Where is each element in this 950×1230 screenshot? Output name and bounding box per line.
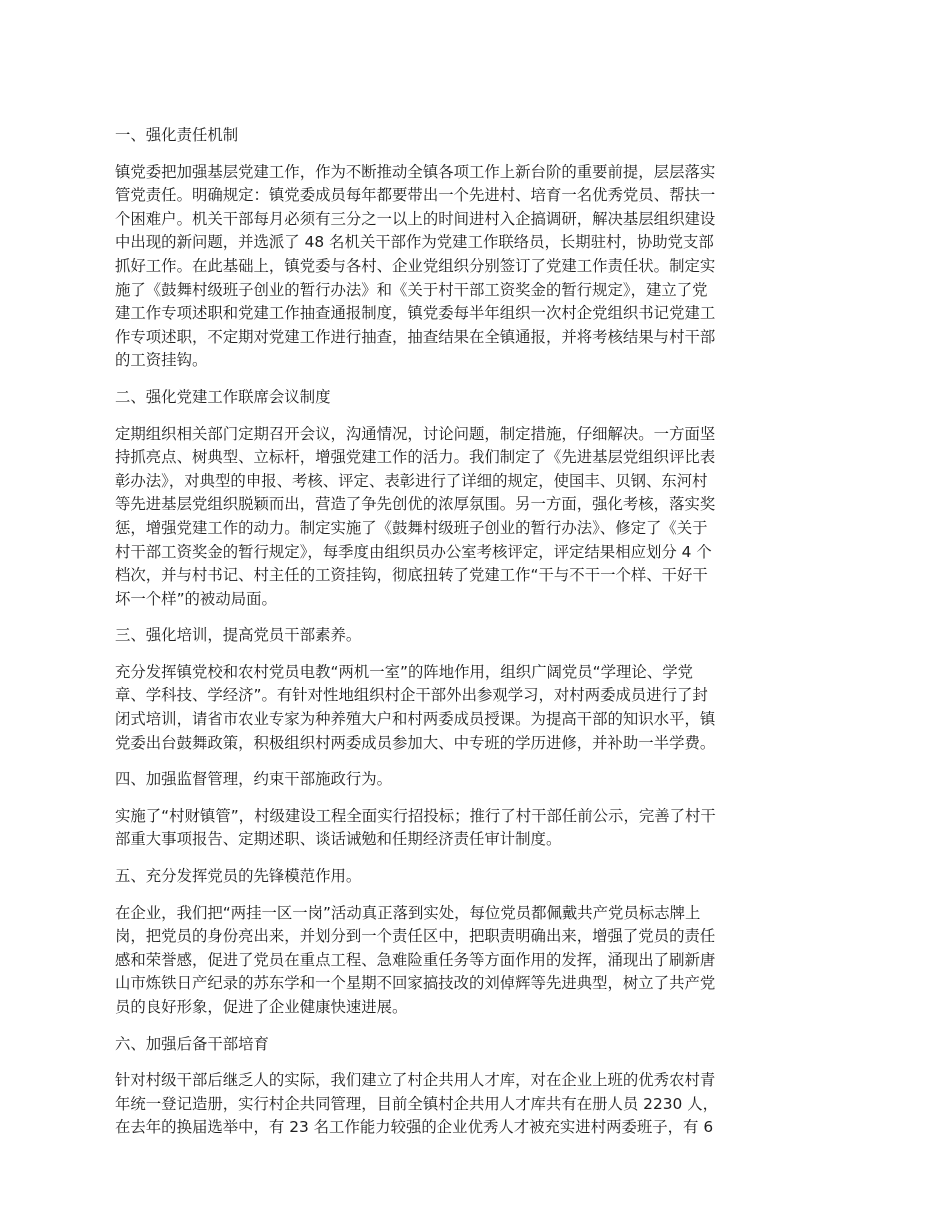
section-paragraph [115, 423, 840, 612]
paragraph-line: 个困难户。机关干部每月必须有三分之一以上的时间进村入企搞调研，解决基层组织建设 [115, 209, 716, 228]
paragraph-line: 部重大事项报告、定期述职、谈话诫勉和任期经济责任审计制度。 [115, 830, 562, 849]
paragraph-line: 定期组织相关部门定期召开会议，沟通情况，讨论问题，制定措施，仔细解决。一方面坚 [115, 424, 716, 443]
paragraph-line: 作专项述职，不定期对党建工作进行抽查，抽查结果在全镇通报，并将考核结果与村干部 [115, 327, 716, 346]
section-paragraph [115, 161, 840, 373]
section-heading: 六、加强后备干部培育 [115, 1034, 269, 1053]
section-joint-meeting [115, 386, 840, 611]
paragraph-line: 实施了“村财镇管”，村级建设工程全面实行招投标；推行了村干部任前公示，完善了村干 [115, 806, 716, 825]
paragraph-line: 闭式培训，请省市农业专家为种养殖大户和村两委成员授课。为提高干部的知识水平，镇 [115, 710, 716, 729]
paragraph-line: 坏一个样”的被动局面。 [115, 589, 277, 608]
paragraph-line: 党委出台鼓舞政策，积极组织村两委成员参加大、中专班的学历进修，并补助一半学费。 [115, 733, 716, 752]
paragraph-line: 抓好工作。在此基础上，镇党委与各村、企业党组织分别签订了党建工作责任状。制定实 [115, 256, 716, 275]
paragraph-line: 建工作专项述职和党建工作抽查通报制度，镇党委每半年组织一次村企党组织书记党建工 [115, 304, 716, 323]
paragraph-line: 章、学科技、学经济”。有针对性地组织村企干部外出参观学习，对村两委成员进行了封 [115, 686, 708, 705]
section-supervision [115, 768, 840, 852]
paragraph-line: 在企业，我们把“两挂一区一岗”活动真正落到实处，每位党员都佩戴共产党员标志牌上 [115, 903, 701, 922]
paragraph-line: 年统一登记造册，实行村企共同管理，目前全镇村企共用人才库共有在册人员 2230 人， [115, 1094, 719, 1113]
paragraph-line: 感和荣誉感，促进了党员在重点工程、急难险重任务等方面作用的发挥，涌现出了刷新唐 [115, 950, 716, 969]
section-paragraph [115, 1069, 840, 1140]
section-heading: 四、加强监督管理，约束干部施政行为。 [115, 770, 393, 789]
paragraph-line: 镇党委把加强基层党建工作，作为不断推动全镇各项工作上新台阶的重要前提，层层落实 [115, 162, 716, 181]
section-training [115, 624, 840, 755]
section-reserve-cadres [115, 1033, 840, 1140]
section-heading: 一、强化责任机制 [115, 126, 239, 144]
paragraph-line: 山市炼铁日产纪录的苏东学和一个星期不回家搞技改的刘倬辉等先进典型，树立了共产党 [115, 974, 716, 993]
section-responsibility [115, 124, 840, 373]
paragraph-line: 等先进基层党组织脱颖而出，营造了争先创优的浓厚氛围。另一方面，强化考核，落实奖 [115, 495, 716, 514]
section-paragraph [115, 805, 840, 852]
section-heading: 三、强化培训，提高党员干部素养。 [115, 626, 362, 645]
paragraph-line: 针对村级干部后继乏人的实际，我们建立了村企共用人才库，对在企业上班的优秀农村青 [115, 1071, 716, 1090]
paragraph-line: 的工资挂钩。 [115, 351, 208, 370]
paragraph-line: 档次，并与村书记、村主任的工资挂钩，彻底扭转了党建工作“干与不干一个样、干好干 [115, 566, 708, 585]
paragraph-line: 员的良好形象，促进了企业健康快速进展。 [115, 998, 408, 1016]
section-paragraph [115, 661, 840, 755]
paragraph-line: 在去年的换届选举中，有 23 名工作能力较强的企业优秀人才被充实进村两委班子，有 6 [115, 1118, 714, 1137]
paragraph-line: 管党责任。明确规定：镇党委成员每年都要带出一个先进村、培育一名优秀党员、帮扶一 [115, 186, 716, 205]
paragraph-line: 惩，增强党建工作的动力。制定实施了《鼓舞村级班子创业的暂行办法》、修定了《关于 [115, 518, 708, 537]
paragraph-line: 岗，把党员的身份亮出来，并划分到一个责任区中，把职责明确出来，增强了党员的责任 [115, 927, 716, 946]
section-heading: 二、强化党建工作联席会议制度 [115, 387, 331, 406]
paragraph-line: 充分发挥镇党校和农村党员电教“两机一室”的阵地作用，组织广阔党员“学理论、学党 [115, 662, 693, 681]
paragraph-line: 村干部工资奖金的暂行规定》，每季度由组织员办公室考核评定，评定结果相应划分 4 个 [115, 542, 712, 561]
section-paragraph [115, 902, 840, 1020]
section-heading: 五、充分发挥党员的先锋模范作用。 [115, 867, 362, 886]
paragraph-line: 持抓亮点、树典型、立标杆，增强党建工作的活力。我们制定了《先进基层党组织评比表 [115, 448, 716, 467]
paragraph-line: 中出现的新问题，并选派了 48 名机关干部作为党建工作联络员，长期驻村，协助党支部 [115, 233, 714, 252]
section-vanguard [115, 865, 840, 1020]
document-page [115, 124, 840, 1153]
paragraph-line: 彰办法》，对典型的申报、考核、评定、表彰进行了详细的规定，使国丰、贝钢、东河村 [115, 471, 708, 490]
paragraph-line: 施了《鼓舞村级班子创业的暂行办法》和《关于村干部工资奖金的暂行规定》，建立了党 [115, 280, 708, 299]
